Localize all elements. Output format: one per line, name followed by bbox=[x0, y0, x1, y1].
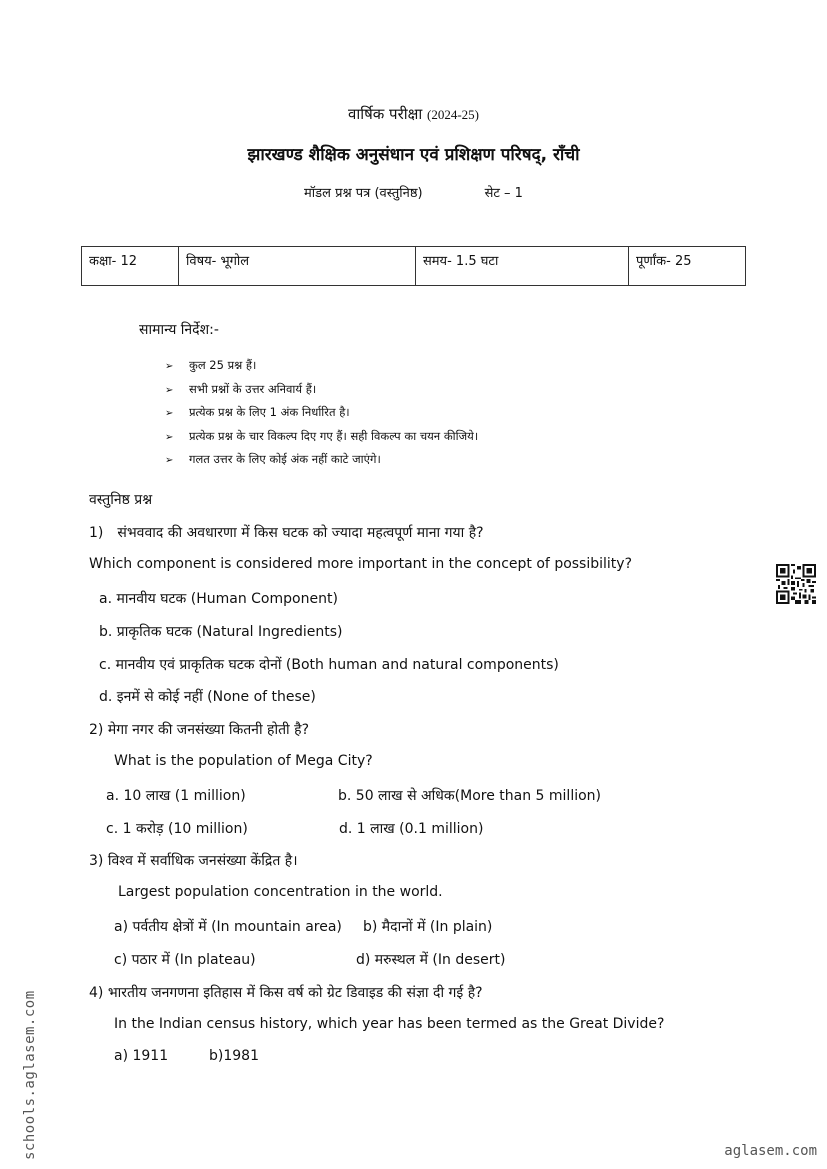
question-3-english: Largest population concentration in the world. bbox=[118, 884, 443, 900]
arrow-bullet-icon: ➢ bbox=[165, 384, 174, 396]
paper-type-line bbox=[0, 183, 827, 201]
list-item: ➢ प्रत्येक प्रश्न के लिए 1 अंक निर्धारित है। bbox=[165, 403, 478, 427]
q3-option-a: a) पर्वतीय क्षेत्रों में (In mountain area) bbox=[114, 919, 342, 935]
question-2-hindi: 2) मेगा नगर की जनसंख्या कितनी होती है? bbox=[89, 722, 309, 738]
paper-set: सेट – 1 bbox=[484, 186, 523, 201]
exam-name: वार्षिक परीक्षा bbox=[347, 105, 423, 123]
q2-option-a: a. 10 लाख (1 million) bbox=[106, 788, 246, 804]
arrow-bullet-icon: ➢ bbox=[165, 431, 174, 443]
subject-cell: विषय- भूगोल bbox=[179, 247, 416, 286]
time-cell: समय- 1.5 घटा bbox=[416, 247, 629, 286]
section-title: वस्तुनिष्ठ प्रश्न bbox=[89, 492, 153, 508]
q1-option-a: a. मानवीय घटक (Human Component) bbox=[99, 591, 338, 607]
class-cell: कक्षा- 12 bbox=[82, 247, 179, 286]
q3-option-b: b) मैदानों में (In plain) bbox=[363, 919, 493, 935]
footer-watermark: aglasem.com bbox=[724, 1143, 817, 1159]
question-1-english: Which component is considered more important in the concept of possibility? bbox=[89, 556, 633, 572]
side-watermark: schools.aglasem.com bbox=[22, 990, 38, 1160]
question-4-hindi: 4) भारतीय जनगणना इतिहास में किस वर्ष को ग्रेट डिवाइड की संज्ञा दी गई है? bbox=[89, 985, 483, 1001]
paper-type: मॉडल प्रश्न पत्र (वस्तुनिष्ठ) bbox=[304, 186, 423, 201]
list-item: ➢ कुल 25 प्रश्न हैं। bbox=[165, 356, 478, 380]
exam-title bbox=[0, 104, 827, 124]
q4-option-a: a) 1911 bbox=[114, 1048, 169, 1064]
q2-option-c: c. 1 करोड़ (10 million) bbox=[106, 821, 248, 837]
question-4-english: In the Indian census history, which year has been termed as the Great Divide? bbox=[114, 1016, 665, 1032]
q3-option-d: d) मरुस्थल में (In desert) bbox=[356, 952, 506, 968]
q1-option-b: b. प्राकृतिक घटक (Natural Ingredients) bbox=[99, 624, 343, 640]
exam-year: (2024-25) bbox=[427, 107, 480, 122]
arrow-bullet-icon: ➢ bbox=[165, 361, 174, 372]
q1-option-d: d. इनमें से कोई नहीं (None of these) bbox=[99, 689, 316, 705]
list-item: ➢ गलत उत्तर के लिए कोई अंक नहीं काटे जाएंगे। bbox=[165, 450, 478, 474]
qr-code-icon bbox=[776, 564, 816, 604]
question-3-hindi: 3) विश्व में सर्वाधिक जनसंख्या केंद्रित है। bbox=[89, 853, 298, 869]
question-1-hindi: 1) संभववाद की अवधारणा में किस घटक को ज्यादा महत्वपूर्ण माना गया है? bbox=[89, 525, 484, 541]
organization-name: झारखण्ड शैक्षिक अनुसंधान एवं प्रशिक्षण परिषद्, राँची bbox=[247, 145, 580, 165]
q4-option-b: b)1981 bbox=[209, 1048, 259, 1064]
exam-info-table bbox=[81, 246, 746, 286]
instructions-list bbox=[165, 356, 478, 474]
arrow-bullet-icon: ➢ bbox=[165, 455, 174, 466]
q3-option-c: c) पठार में (In plateau) bbox=[114, 952, 256, 968]
list-item: ➢ सभी प्रश्नों के उत्तर अनिवार्य हैं। bbox=[165, 380, 478, 404]
q1-option-c: c. मानवीय एवं प्राकृतिक घटक दोनों (Both human and natural components) bbox=[99, 657, 559, 673]
marks-cell: पूर्णांक- 25 bbox=[629, 247, 746, 286]
q2-option-b: b. 50 लाख से अधिक(More than 5 million) bbox=[338, 788, 602, 804]
instructions-heading: सामान्य निर्देश:- bbox=[139, 322, 219, 338]
question-2-english: What is the population of Mega City? bbox=[114, 753, 373, 769]
arrow-bullet-icon: ➢ bbox=[165, 408, 174, 419]
list-item: ➢ प्रत्येक प्रश्न के चार विकल्प दिए गए हैं। सही विकल्प का चयन कीजिये। bbox=[165, 427, 478, 451]
q2-option-d: d. 1 लाख (0.1 million) bbox=[339, 821, 484, 837]
